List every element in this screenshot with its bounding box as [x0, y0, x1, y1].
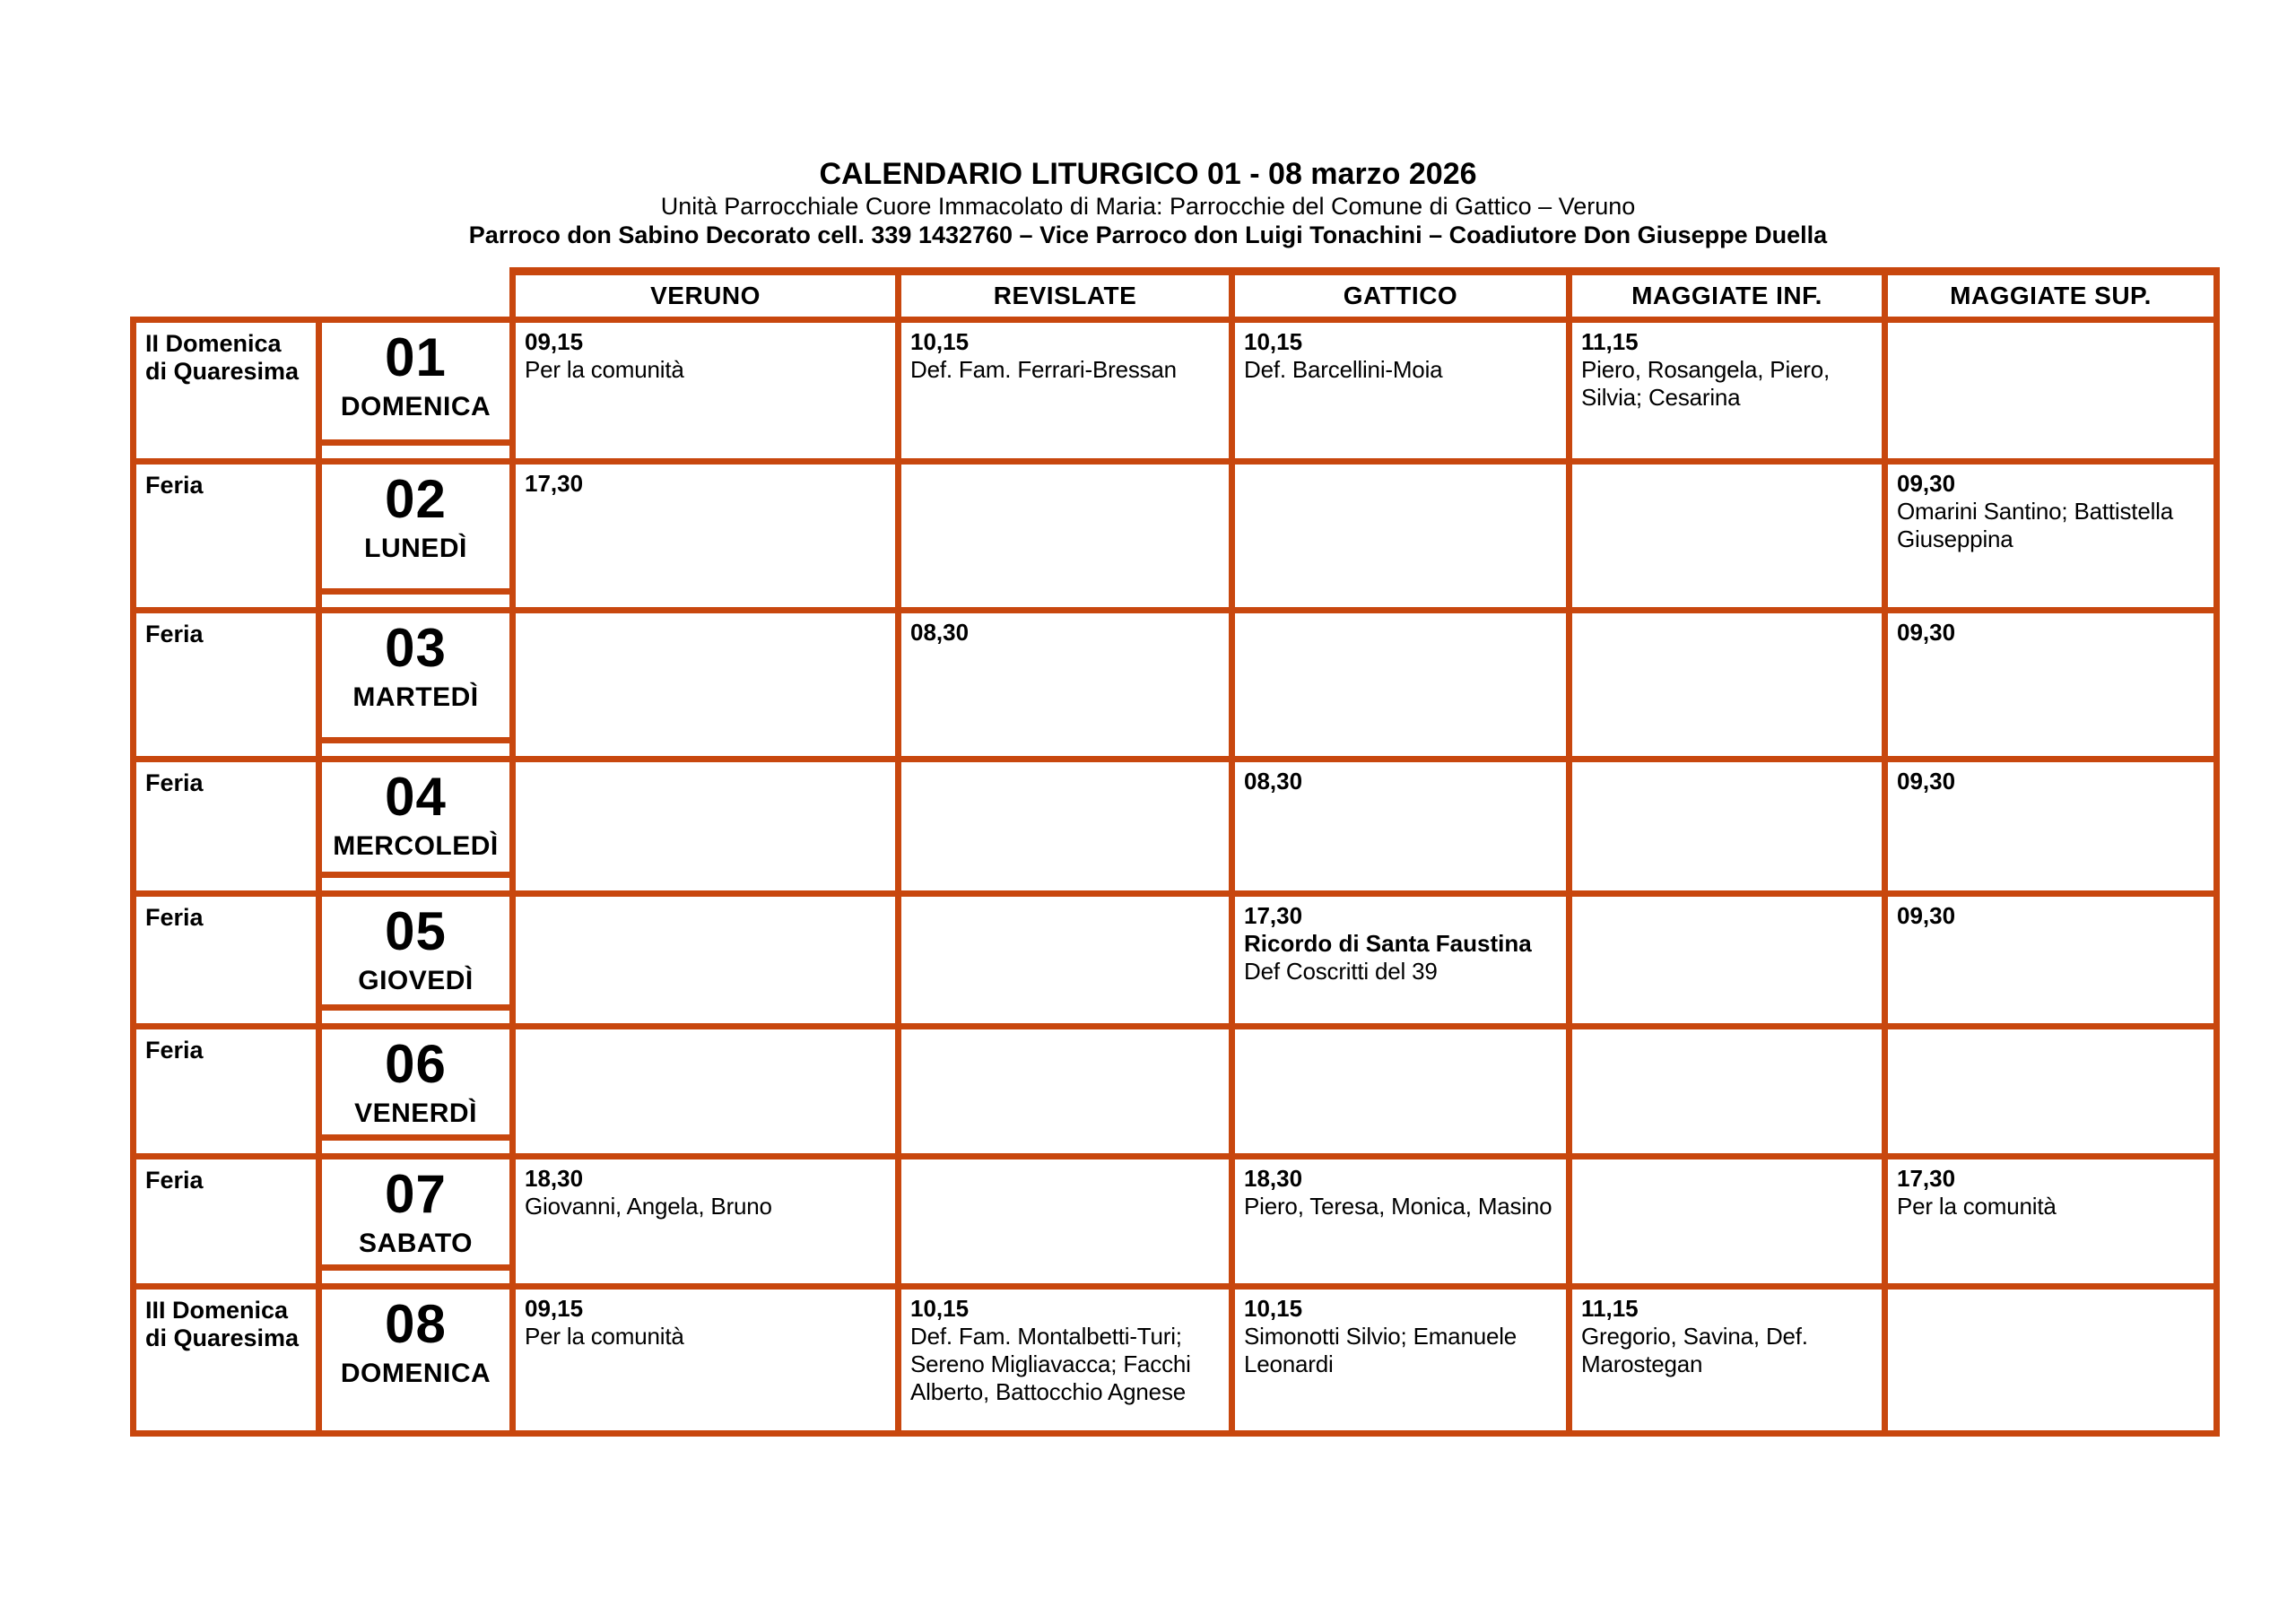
mass-cell-gattico	[1232, 1157, 1570, 1287]
mass-cell-gattico	[1232, 894, 1570, 1027]
mass-time: 09,30	[1897, 470, 1956, 497]
mass-cell-maggiate-sup	[1885, 1157, 2217, 1287]
mass-time: 09,30	[1897, 902, 1956, 929]
mass-intentions: Piero, Rosangela, Piero, Silvia; Cesarina	[1581, 356, 1831, 411]
calendar-body	[134, 320, 2217, 1434]
date-box	[319, 320, 513, 447]
calendar-row	[134, 1157, 2217, 1287]
day-name: MERCOLEDÌ	[333, 831, 499, 861]
mass-cell-revislate	[899, 1027, 1232, 1157]
liturgy-cell: Feria	[134, 894, 319, 1027]
mass-cell-maggiate-sup	[1885, 462, 2217, 611]
liturgy-cell: III Domenica di Quaresima	[134, 1287, 319, 1434]
mass-cell-veruno	[513, 760, 899, 894]
mass-time: 10,15	[1244, 1295, 1303, 1322]
header-spacer-date	[319, 272, 513, 320]
mass-intentions: Simonotti Silvio; Emanuele Leonardi	[1244, 1323, 1518, 1377]
day-number: 03	[385, 618, 447, 678]
mass-cell-maggiate-inf	[1570, 320, 1885, 462]
day-name: DOMENICA	[340, 1359, 491, 1388]
mass-cell-revislate	[899, 760, 1232, 894]
page-heading	[0, 158, 2296, 249]
mass-cell-revislate	[899, 894, 1232, 1027]
liturgy-cell: II Domenica di Quaresima	[134, 320, 319, 462]
date-cell	[319, 1027, 513, 1157]
header-spacer-liturgy	[134, 272, 319, 320]
mass-cell-gattico	[1232, 611, 1570, 760]
calendar-row	[134, 462, 2217, 611]
calendar-row	[134, 760, 2217, 894]
liturgy-cell: Feria	[134, 760, 319, 894]
column-header-gattico: GATTICO	[1232, 272, 1570, 320]
mass-time: 17,30	[1897, 1165, 1956, 1192]
mass-cell-maggiate-inf	[1570, 611, 1885, 760]
mass-cell-veruno	[513, 320, 899, 462]
mass-time: 09,30	[1897, 619, 1956, 646]
mass-intentions: Omarini Santino; Battistella Giuseppina	[1897, 498, 2173, 552]
mass-cell-revislate	[899, 1157, 1232, 1287]
page-title: CALENDARIO LITURGICO 01 - 08 marzo 2026	[819, 157, 1477, 191]
liturgy-cell: Feria	[134, 1027, 319, 1157]
day-name: LUNEDÌ	[364, 534, 467, 563]
mass-cell-veruno	[513, 1287, 899, 1434]
mass-cell-revislate	[899, 462, 1232, 611]
liturgy-cell: Feria	[134, 611, 319, 760]
mass-cell-revislate	[899, 1287, 1232, 1434]
date-cell	[319, 760, 513, 894]
liturgical-calendar-table	[130, 267, 2220, 1437]
column-header-veruno: VERUNO	[513, 272, 899, 320]
mass-intentions: Giovanni, Angela, Bruno	[525, 1193, 772, 1220]
mass-time: 11,15	[1581, 328, 1639, 355]
mass-cell-maggiate-inf	[1570, 1157, 1885, 1287]
mass-time: 17,30	[525, 470, 584, 497]
mass-intentions: Per la comunità	[525, 1323, 684, 1350]
mass-time: 09,15	[525, 1295, 584, 1322]
mass-time: 18,30	[525, 1165, 584, 1192]
mass-cell-gattico	[1232, 760, 1570, 894]
mass-time: 18,30	[1244, 1165, 1303, 1192]
date-cell	[319, 611, 513, 760]
mass-time: 08,30	[1244, 768, 1303, 795]
mass-time: 08,30	[910, 619, 970, 646]
mass-time: 10,15	[910, 1295, 970, 1322]
mass-intentions: Def. Barcellini-Moia	[1244, 356, 1443, 383]
mass-cell-maggiate-sup	[1885, 320, 2217, 462]
day-name: DOMENICA	[340, 392, 491, 421]
mass-intentions: Def Coscritti del 39	[1244, 958, 1438, 985]
mass-cell-veruno	[513, 894, 899, 1027]
day-number: 05	[385, 901, 447, 961]
column-header-maggiate-sup: MAGGIATE SUP.	[1885, 272, 2217, 320]
mass-cell-maggiate-inf	[1570, 760, 1885, 894]
mass-cell-maggiate-inf	[1570, 1027, 1885, 1157]
mass-feast-note: Ricordo di Santa Faustina	[1244, 930, 1532, 957]
day-number: 06	[385, 1034, 447, 1094]
calendar-row	[134, 611, 2217, 760]
date-box	[319, 760, 513, 879]
mass-cell-gattico	[1232, 462, 1570, 611]
mass-intentions: Def. Fam. Ferrari-Bressan	[910, 356, 1177, 383]
date-cell	[319, 462, 513, 611]
day-name: SABATO	[359, 1229, 473, 1258]
calendar-row	[134, 1027, 2217, 1157]
mass-cell-veruno	[513, 462, 899, 611]
date-box	[319, 462, 513, 595]
date-cell	[319, 1157, 513, 1287]
day-number: 07	[385, 1164, 447, 1224]
mass-intentions: Per la comunità	[525, 356, 684, 383]
liturgy-cell: Feria	[134, 1157, 319, 1287]
column-header-revislate: REVISLATE	[899, 272, 1232, 320]
date-cell	[319, 320, 513, 462]
day-name: GIOVEDÌ	[358, 966, 474, 995]
mass-cell-maggiate-sup	[1885, 611, 2217, 760]
date-box	[319, 1157, 513, 1272]
date-box	[319, 611, 513, 744]
mass-cell-gattico	[1232, 1287, 1570, 1434]
date-box	[319, 1027, 513, 1142]
clergy-line: Parroco don Sabino Decorato cell. 339 1432760 – Vice Parroco don Luigi Tonachini – Coadiutore Don Giuseppe Duella	[468, 221, 1828, 248]
day-name: MARTEDÌ	[352, 682, 479, 712]
mass-cell-gattico	[1232, 320, 1570, 462]
calendar-row	[134, 320, 2217, 462]
column-header-maggiate-inf: MAGGIATE INF.	[1570, 272, 1885, 320]
date-box	[319, 894, 513, 1012]
column-header-row	[134, 272, 2217, 320]
mass-cell-veruno	[513, 611, 899, 760]
mass-cell-maggiate-sup	[1885, 1287, 2217, 1434]
mass-cell-maggiate-inf	[1570, 1287, 1885, 1434]
mass-cell-revislate	[899, 320, 1232, 462]
mass-cell-revislate	[899, 611, 1232, 760]
day-name: VENERDÌ	[354, 1099, 477, 1128]
liturgy-cell: Feria	[134, 462, 319, 611]
parish-subtitle: Unità Parrocchiale Cuore Immacolato di Maria: Parrocchie del Comune di Gattico – Veruno	[660, 193, 1636, 220]
day-number: 04	[385, 767, 447, 827]
mass-intentions: Def. Fam. Montalbetti-Turi; Sereno Migliavacca; Facchi Alberto, Battocchio Agnese	[910, 1323, 1191, 1405]
day-number: 08	[385, 1294, 447, 1354]
mass-intentions: Piero, Teresa, Monica, Masino	[1244, 1193, 1552, 1220]
mass-time: 09,30	[1897, 768, 1956, 795]
mass-cell-veruno	[513, 1157, 899, 1287]
mass-intentions: Per la comunità	[1897, 1193, 2057, 1220]
date-cell	[319, 1287, 513, 1434]
mass-time: 17,30	[1244, 902, 1303, 929]
day-number: 02	[385, 469, 447, 529]
day-number: 01	[385, 327, 447, 387]
mass-cell-maggiate-sup	[1885, 894, 2217, 1027]
date-cell	[319, 894, 513, 1027]
mass-cell-veruno	[513, 1027, 899, 1157]
mass-cell-maggiate-sup	[1885, 1027, 2217, 1157]
calendar-row	[134, 894, 2217, 1027]
mass-time: 11,15	[1581, 1295, 1639, 1322]
mass-cell-gattico	[1232, 1027, 1570, 1157]
mass-time: 09,15	[525, 328, 584, 355]
mass-cell-maggiate-inf	[1570, 462, 1885, 611]
calendar-row	[134, 1287, 2217, 1434]
mass-intentions: Gregorio, Savina, Def. Marostegan	[1581, 1323, 1808, 1377]
mass-time: 10,15	[910, 328, 970, 355]
mass-cell-maggiate-sup	[1885, 760, 2217, 894]
mass-time: 10,15	[1244, 328, 1303, 355]
mass-cell-maggiate-inf	[1570, 894, 1885, 1027]
date-box	[319, 1287, 513, 1434]
